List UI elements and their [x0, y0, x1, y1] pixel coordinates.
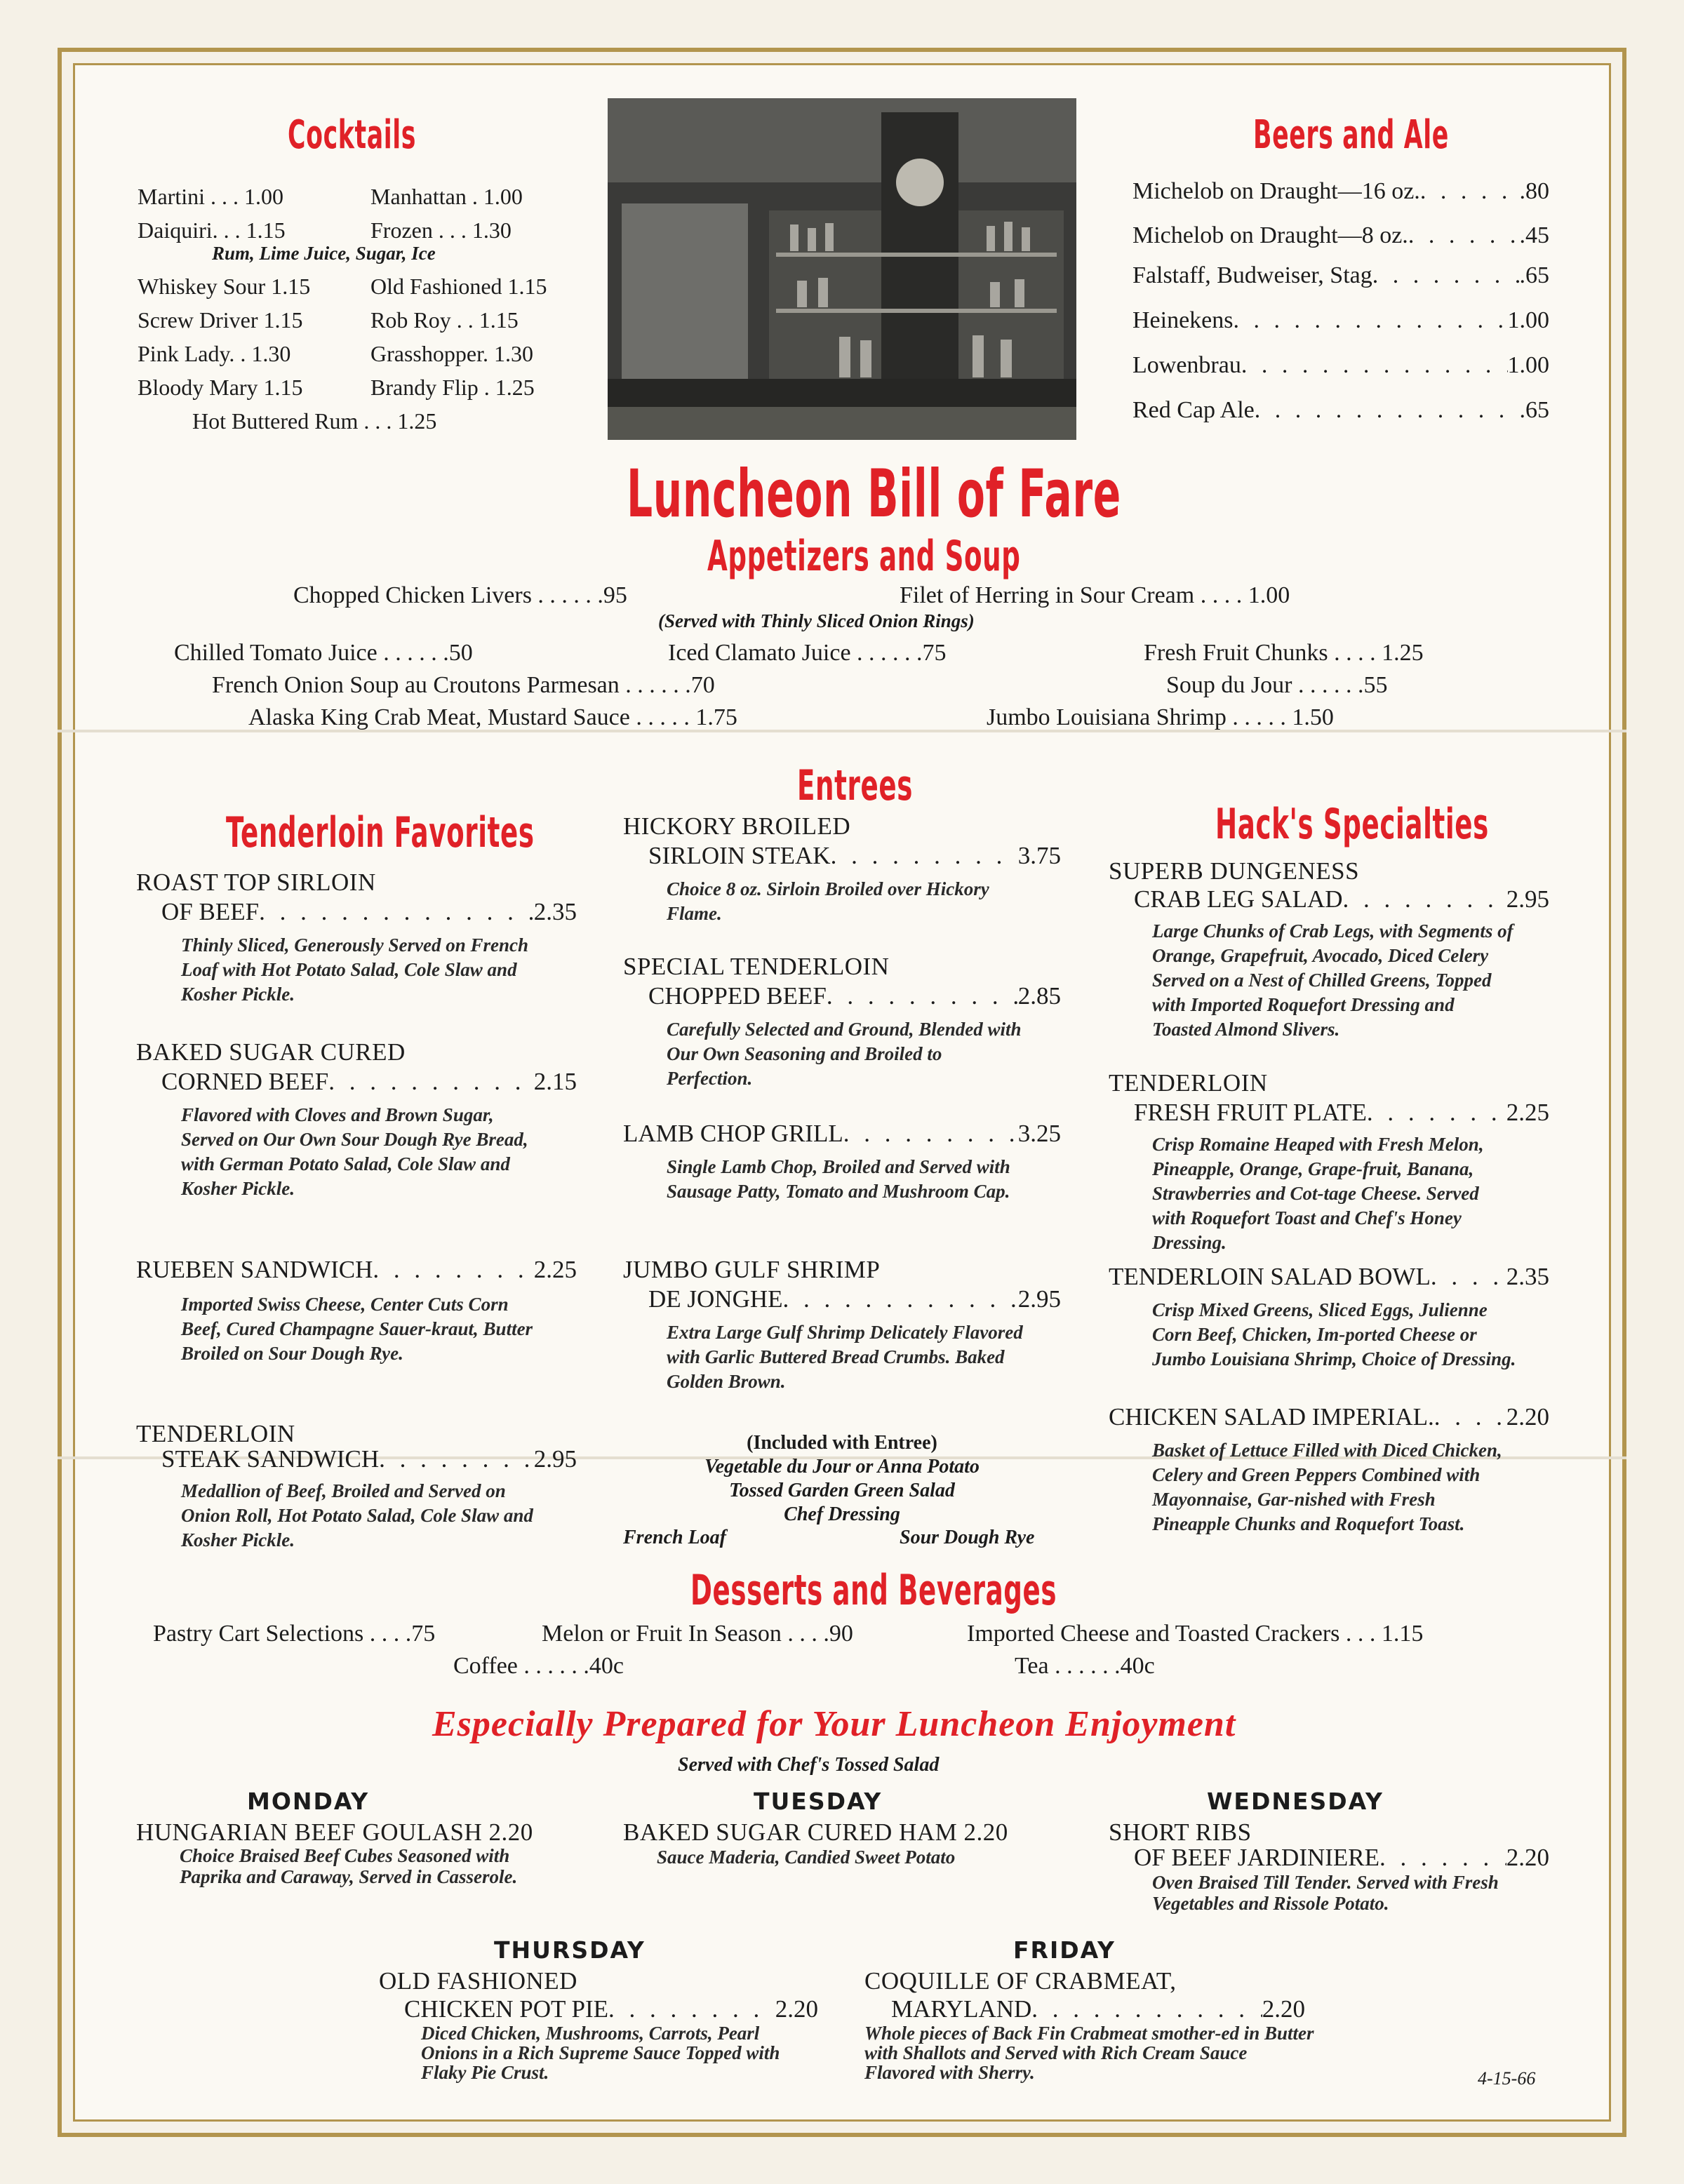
- entree-price-line: LAMB CHOP GRILL . . . 3.25: [623, 1120, 1061, 1148]
- entree-description: Large Chunks of Crab Legs, with Segments of Orange, Grapefruit, Avocado, Diced Celery Served on a Nest of Chilled Greens, Topped with Imported Roquefort Dressing and Toasted Almond Slivers.: [1152, 920, 1513, 1040]
- entree-price-line: STEAK SANDWICH . . . 2.95: [161, 1445, 577, 1473]
- hacks-heading: Hack's Specialties: [1215, 800, 1489, 849]
- dessert-item: Melon or Fruit In Season . . . .90: [542, 1621, 853, 1647]
- appetizer-item: Jumbo Louisiana Shrimp . . . . . 1.50: [987, 704, 1334, 730]
- special-name: HUNGARIAN BEEF GOULASH 2.20: [136, 1818, 533, 1846]
- cocktail-item: Whiskey Sour 1.15: [138, 274, 311, 299]
- day-label: MONDAY: [247, 1788, 370, 1815]
- cocktail-item: Bloody Mary 1.15: [138, 375, 303, 400]
- entree-name: TENDERLOIN: [136, 1420, 295, 1447]
- appetizer-note: (Served with Thinly Sliced Onion Rings): [658, 610, 975, 631]
- entree-price-line: CRAB LEG SALAD . . . 2.95: [1134, 885, 1549, 913]
- cocktail-item: Hot Buttered Rum . . . 1.25: [192, 408, 437, 434]
- appetizer-item: Chopped Chicken Livers . . . . . .95: [293, 582, 627, 608]
- day-label: WEDNESDAY: [1207, 1788, 1384, 1815]
- beer-item: Michelob on Draught—8 oz. . . . .45: [1132, 222, 1549, 249]
- entree-name: TENDERLOIN: [1109, 1069, 1268, 1097]
- entree-description: Choice 8 oz. Sirloin Broiled over Hickory Flame.: [667, 878, 989, 924]
- entree-description: Medallion of Beef, Broiled and Served on Onion Roll, Hot Potato Salad, Cole Slaw and Kosher Pickle.: [181, 1480, 533, 1550]
- entree-description: Flavored with Cloves and Brown Sugar, Served on Our Own Sour Dough Rye Bread, with German Potato Salad, Cole Slaw and Kosher Pickle.: [181, 1104, 528, 1199]
- cocktail-item: Screw Driver 1.15: [138, 307, 303, 333]
- included-with-entree: [623, 1431, 1061, 1527]
- special-description: Sauce Maderia, Candied Sweet Potato: [657, 1847, 956, 1868]
- appetizer-item: Soup du Jour . . . . . .55: [1166, 672, 1388, 698]
- entree-price-line: CHICKEN SALAD IMPERIAL. . . . 2.20: [1109, 1403, 1549, 1431]
- appetizer-item: Alaska King Crab Meat, Mustard Sauce . . . . . 1.75: [248, 704, 737, 730]
- beer-item: Heinekens . . . 1.00: [1132, 307, 1549, 334]
- special-name: OLD FASHIONED: [379, 1967, 577, 1995]
- included-item: Vegetable du Jour or Anna Potato: [704, 1456, 980, 1478]
- beverage-item: Tea . . . . . .40c: [1015, 1653, 1155, 1679]
- cocktail-note: Rum, Lime Juice, Sugar, Ice: [212, 243, 436, 264]
- cocktail-item: Rob Roy . . 1.15: [370, 307, 519, 333]
- special-price-line: CHICKEN POT PIE . . . 2.20: [404, 1995, 818, 2023]
- day-label: TUESDAY: [754, 1788, 883, 1815]
- special-price-line: OF BEEF JARDINIERE . . . 2.20: [1134, 1844, 1549, 1872]
- included-item: Tossed Garden Green Salad: [729, 1480, 955, 1501]
- entree-description: Carefully Selected and Ground, Blended with Our Own Seasoning and Broiled to Perfection.: [667, 1019, 1022, 1089]
- bread-option: French Loaf: [623, 1527, 726, 1548]
- entree-price-line: CORNED BEEF . . . 2.15: [161, 1068, 577, 1096]
- cocktail-item: Pink Lady. . 1.30: [138, 341, 291, 366]
- dessert-item: Pastry Cart Selections . . . .75: [153, 1621, 436, 1647]
- appetizer-item: Fresh Fruit Chunks . . . . 1.25: [1144, 640, 1424, 666]
- day-label: THURSDAY: [494, 1936, 646, 1964]
- special-description: Choice Braised Beef Cubes Seasoned with Paprika and Caraway, Served in Casserole.: [180, 1845, 518, 1887]
- appetizer-item: Filet of Herring in Sour Cream . . . . 1.00: [900, 582, 1290, 608]
- entree-price-line: FRESH FRUIT PLATE . . . 2.25: [1134, 1099, 1549, 1127]
- date-code: 4-15-66: [1478, 2068, 1536, 2089]
- entree-name: SUPERB DUNGENESS: [1109, 857, 1360, 885]
- cocktail-item: Old Fashioned 1.15: [370, 274, 547, 299]
- entree-description: Crisp Mixed Greens, Sliced Eggs, Julienne Corn Beef, Chicken, Im-ported Cheese or Jumbo Louisiana Shrimp, Choice of Dressing.: [1152, 1299, 1516, 1369]
- special-name: SHORT RIBS: [1109, 1818, 1252, 1846]
- dessert-item: Imported Cheese and Toasted Crackers . . . 1.15: [967, 1621, 1424, 1647]
- special-description: Oven Braised Till Tender. Served with Fresh Vegetables and Rissole Potato.: [1152, 1872, 1499, 1914]
- cocktail-item: Daiquiri. . . 1.15: [138, 217, 286, 243]
- beer-item: Lowenbrau . . . 1.00: [1132, 352, 1549, 379]
- beer-item: Falstaff, Budweiser, Stag . . . .65: [1132, 262, 1549, 289]
- included-item: Chef Dressing: [784, 1503, 900, 1525]
- special-name: BAKED SUGAR CURED HAM 2.20: [623, 1818, 1008, 1846]
- special-description: Diced Chicken, Mushrooms, Carrots, Pearl Onions in a Rich Supreme Sauce Topped with Flaky Pie Crust.: [421, 2023, 780, 2083]
- entree-price-line: SIRLOIN STEAK . . . 3.75: [648, 842, 1061, 870]
- page-title: Luncheon Bill of Fare: [627, 456, 1121, 532]
- cocktail-item: Frozen . . . 1.30: [370, 217, 512, 243]
- desserts-heading: Desserts and Beverages: [690, 1566, 1057, 1615]
- beers-heading: Beers and Ale: [1253, 112, 1449, 158]
- entree-price-line: DE JONGHE . . . 2.95: [648, 1285, 1061, 1313]
- appetizer-item: Chilled Tomato Juice . . . . . .50: [174, 640, 473, 666]
- appetizer-item: Iced Clamato Juice . . . . . .75: [668, 640, 947, 666]
- entree-description: Extra Large Gulf Shrimp Delicately Flavored with Garlic Buttered Bread Crumbs. Baked Golden Brown.: [667, 1322, 1023, 1392]
- entree-name: HICKORY BROILED: [623, 812, 851, 840]
- bar-photo: [608, 98, 1076, 440]
- entree-price-line: CHOPPED BEEF . . . 2.85: [648, 982, 1061, 1010]
- cocktail-item: Martini . . . 1.00: [138, 184, 283, 209]
- entree-description: Thinly Sliced, Generously Served on French Loaf with Hot Potato Salad, Cole Slaw and Kosher Pickle.: [181, 934, 529, 1005]
- entree-description: Crisp Romaine Heaped with Fresh Melon, Pineapple, Orange, Grape-fruit, Banana, Strawberries and Cot-tage Cheese. Served with Roquefort Toast and Chef's Honey Dressing.: [1152, 1134, 1484, 1253]
- specials-heading: Especially Prepared for Your Luncheon Enjoyment: [432, 1704, 1236, 1744]
- beer-item: Michelob on Draught—16 oz. . . . .80: [1132, 178, 1549, 205]
- entree-name: BAKED SUGAR CURED: [136, 1038, 406, 1066]
- entree-name: ROAST TOP SIRLOIN: [136, 869, 376, 896]
- cocktail-item: Grasshopper. 1.30: [370, 341, 533, 366]
- cocktail-item: Manhattan . 1.00: [370, 184, 523, 209]
- special-price-line: MARYLAND . . . 2.20: [891, 1995, 1305, 2023]
- entree-price-line: RUEBEN SANDWICH . . . 2.25: [136, 1256, 577, 1284]
- appetizers-heading: Appetizers and Soup: [707, 532, 1021, 581]
- appetizer-item: French Onion Soup au Croutons Parmesan . . . . . .70: [212, 672, 715, 698]
- cocktails-heading: Cocktails: [288, 112, 417, 158]
- entrees-heading: Entrees: [797, 761, 913, 810]
- entree-price-line: TENDERLOIN SALAD BOWL . . . 2.35: [1109, 1263, 1549, 1291]
- entree-description: Basket of Lettuce Filled with Diced Chicken, Celery and Green Peppers Combined with Mayonnaise, Gar-nished with Fresh Pineapple Chunks and Roquefort Toast.: [1152, 1440, 1502, 1534]
- entree-price-line: OF BEEF . . . 2.35: [161, 898, 577, 926]
- entree-description: Single Lamb Chop, Broiled and Served with Sausage Patty, Tomato and Mushroom Cap.: [667, 1156, 1010, 1202]
- entree-name: SPECIAL TENDERLOIN: [623, 953, 890, 980]
- beer-item: Red Cap Ale . . . .65: [1132, 397, 1549, 424]
- entree-name: JUMBO GULF SHRIMP: [623, 1256, 881, 1283]
- entree-description: Imported Swiss Cheese, Center Cuts Corn Beef, Cured Champagne Sauer-kraut, Butter Broiled on Sour Dough Rye.: [181, 1294, 533, 1364]
- day-label: FRIDAY: [1013, 1936, 1116, 1964]
- special-name: COQUILLE OF CRABMEAT,: [864, 1967, 1177, 1995]
- special-description: Whole pieces of Back Fin Crabmeat smother-ed in Butter with Shallots and Served with Rich Cream Sauce Flavored with Sherry.: [864, 2023, 1314, 2083]
- tenderloin-heading: Tenderloin Favorites: [226, 808, 535, 857]
- bread-option: Sour Dough Rye: [900, 1527, 1035, 1548]
- specials-subtitle: Served with Chef's Tossed Salad: [678, 1754, 940, 1776]
- cocktail-item: Brandy Flip . 1.25: [370, 375, 535, 400]
- beverage-item: Coffee . . . . . .40c: [453, 1653, 624, 1679]
- included-note: (Included with Entree): [747, 1432, 937, 1454]
